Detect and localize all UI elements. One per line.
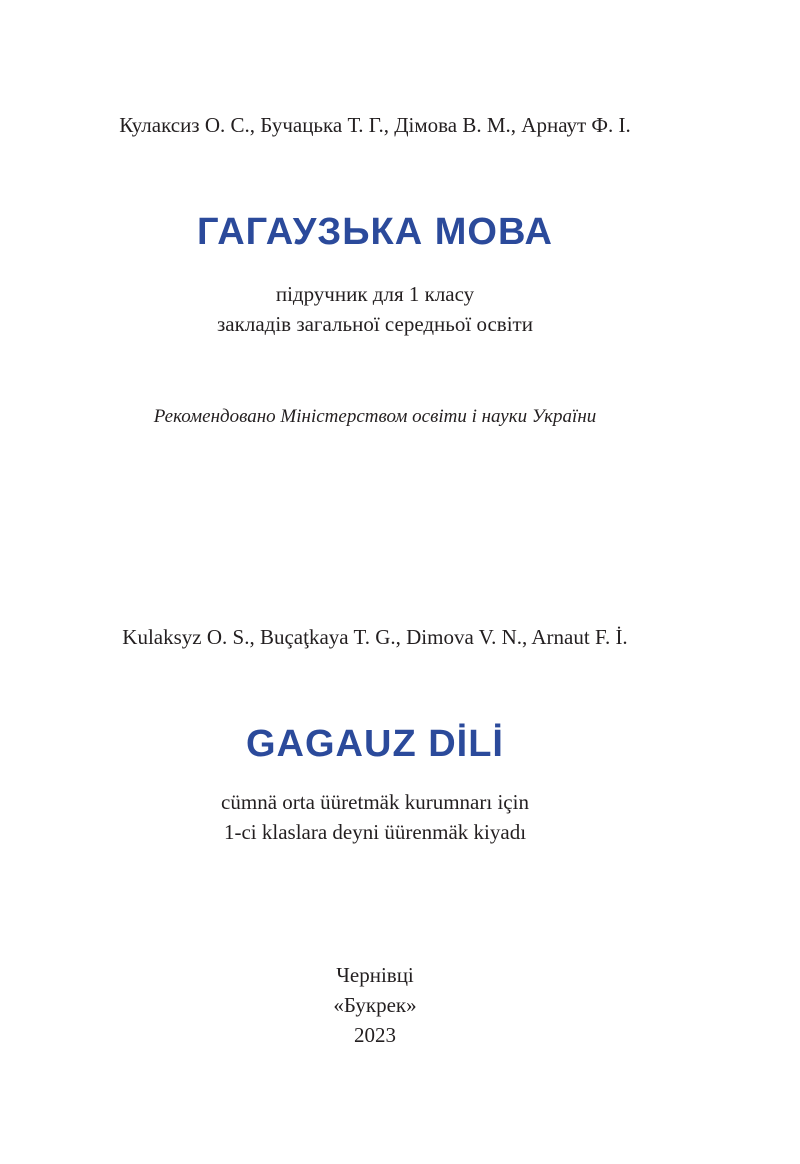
ukrainian-title: ГАГАУЗЬКА МОВА bbox=[197, 211, 553, 253]
imprint-publisher: «Букрек» bbox=[333, 993, 417, 1017]
recommendation-note: Рекомендовано Міністерством освіти і науки України bbox=[153, 406, 597, 427]
ukrainian-subtitle-line2: закладів загальної середньої освіти bbox=[217, 312, 533, 336]
gagauz-subtitle-line1: cümnä orta üüretmäk kurumnarı için bbox=[221, 790, 529, 814]
imprint-year: 2023 bbox=[354, 1023, 396, 1047]
gagauz-authors: Kulaksyz O. S., Buçaţkaya T. G., Dimova V. N., Arnaut F. İ. bbox=[122, 625, 628, 649]
ukrainian-authors: Кулаксиз О. С., Бучацька Т. Г., Дімова В. М., Арнаут Ф. І. bbox=[119, 113, 631, 137]
gagauz-subtitle-line2: 1-ci klaslara deyni üürenmäk kiyadı bbox=[223, 820, 527, 844]
ukrainian-subtitle-line1: підручник для 1 класу bbox=[275, 282, 475, 306]
imprint-city: Чернівці bbox=[336, 963, 414, 987]
gagauz-title: GAGAUZ DİLİ bbox=[246, 723, 504, 765]
